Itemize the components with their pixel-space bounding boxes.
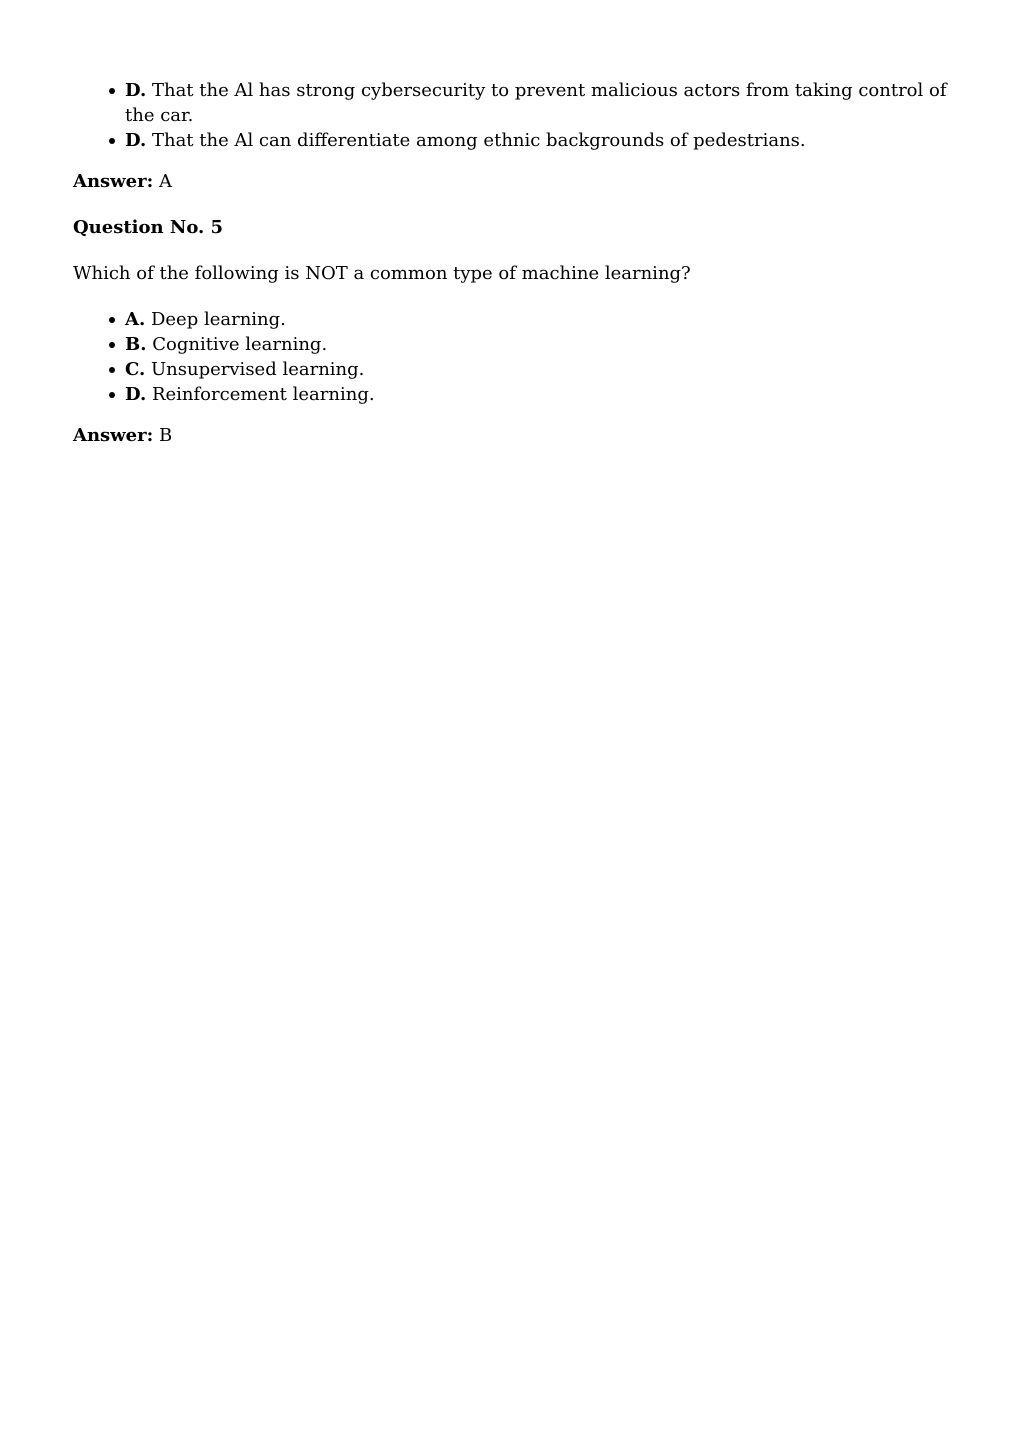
option-letter: D. bbox=[125, 384, 147, 405]
previous-question-options bbox=[73, 78, 953, 153]
question-text: Which of the following is NOT a common type of machine learning? bbox=[73, 263, 691, 284]
option-item bbox=[125, 382, 953, 407]
previous-answer bbox=[73, 169, 953, 194]
option-letter: D. bbox=[125, 130, 147, 151]
answer-value: A bbox=[159, 171, 172, 192]
option-text: Cognitive learning. bbox=[152, 334, 328, 355]
option-letter: A. bbox=[125, 309, 146, 330]
option-item bbox=[125, 128, 953, 153]
option-text: That the Al has strong cybersecurity to prevent malicious actors from taking control of the car. bbox=[125, 80, 947, 126]
option-text: Deep learning. bbox=[150, 309, 286, 330]
question-answer bbox=[73, 423, 953, 448]
answer-value: B bbox=[159, 425, 173, 446]
option-text: Unsupervised learning. bbox=[151, 359, 365, 380]
answer-label: Answer: bbox=[73, 171, 154, 192]
option-item bbox=[125, 307, 953, 332]
option-text: That the Al can differentiate among ethnic backgrounds of pedestrians. bbox=[151, 130, 806, 151]
option-letter: C. bbox=[125, 359, 146, 380]
document-page bbox=[73, 78, 953, 448]
option-letter: B. bbox=[125, 334, 147, 355]
option-item bbox=[125, 78, 953, 128]
option-item bbox=[125, 332, 953, 357]
option-item bbox=[125, 357, 953, 382]
option-text: Reinforcement learning. bbox=[151, 384, 375, 405]
question-options bbox=[73, 307, 953, 407]
answer-label: Answer: bbox=[73, 425, 154, 446]
option-letter: D. bbox=[125, 80, 147, 101]
question-heading: Question No. 5 bbox=[73, 217, 224, 238]
